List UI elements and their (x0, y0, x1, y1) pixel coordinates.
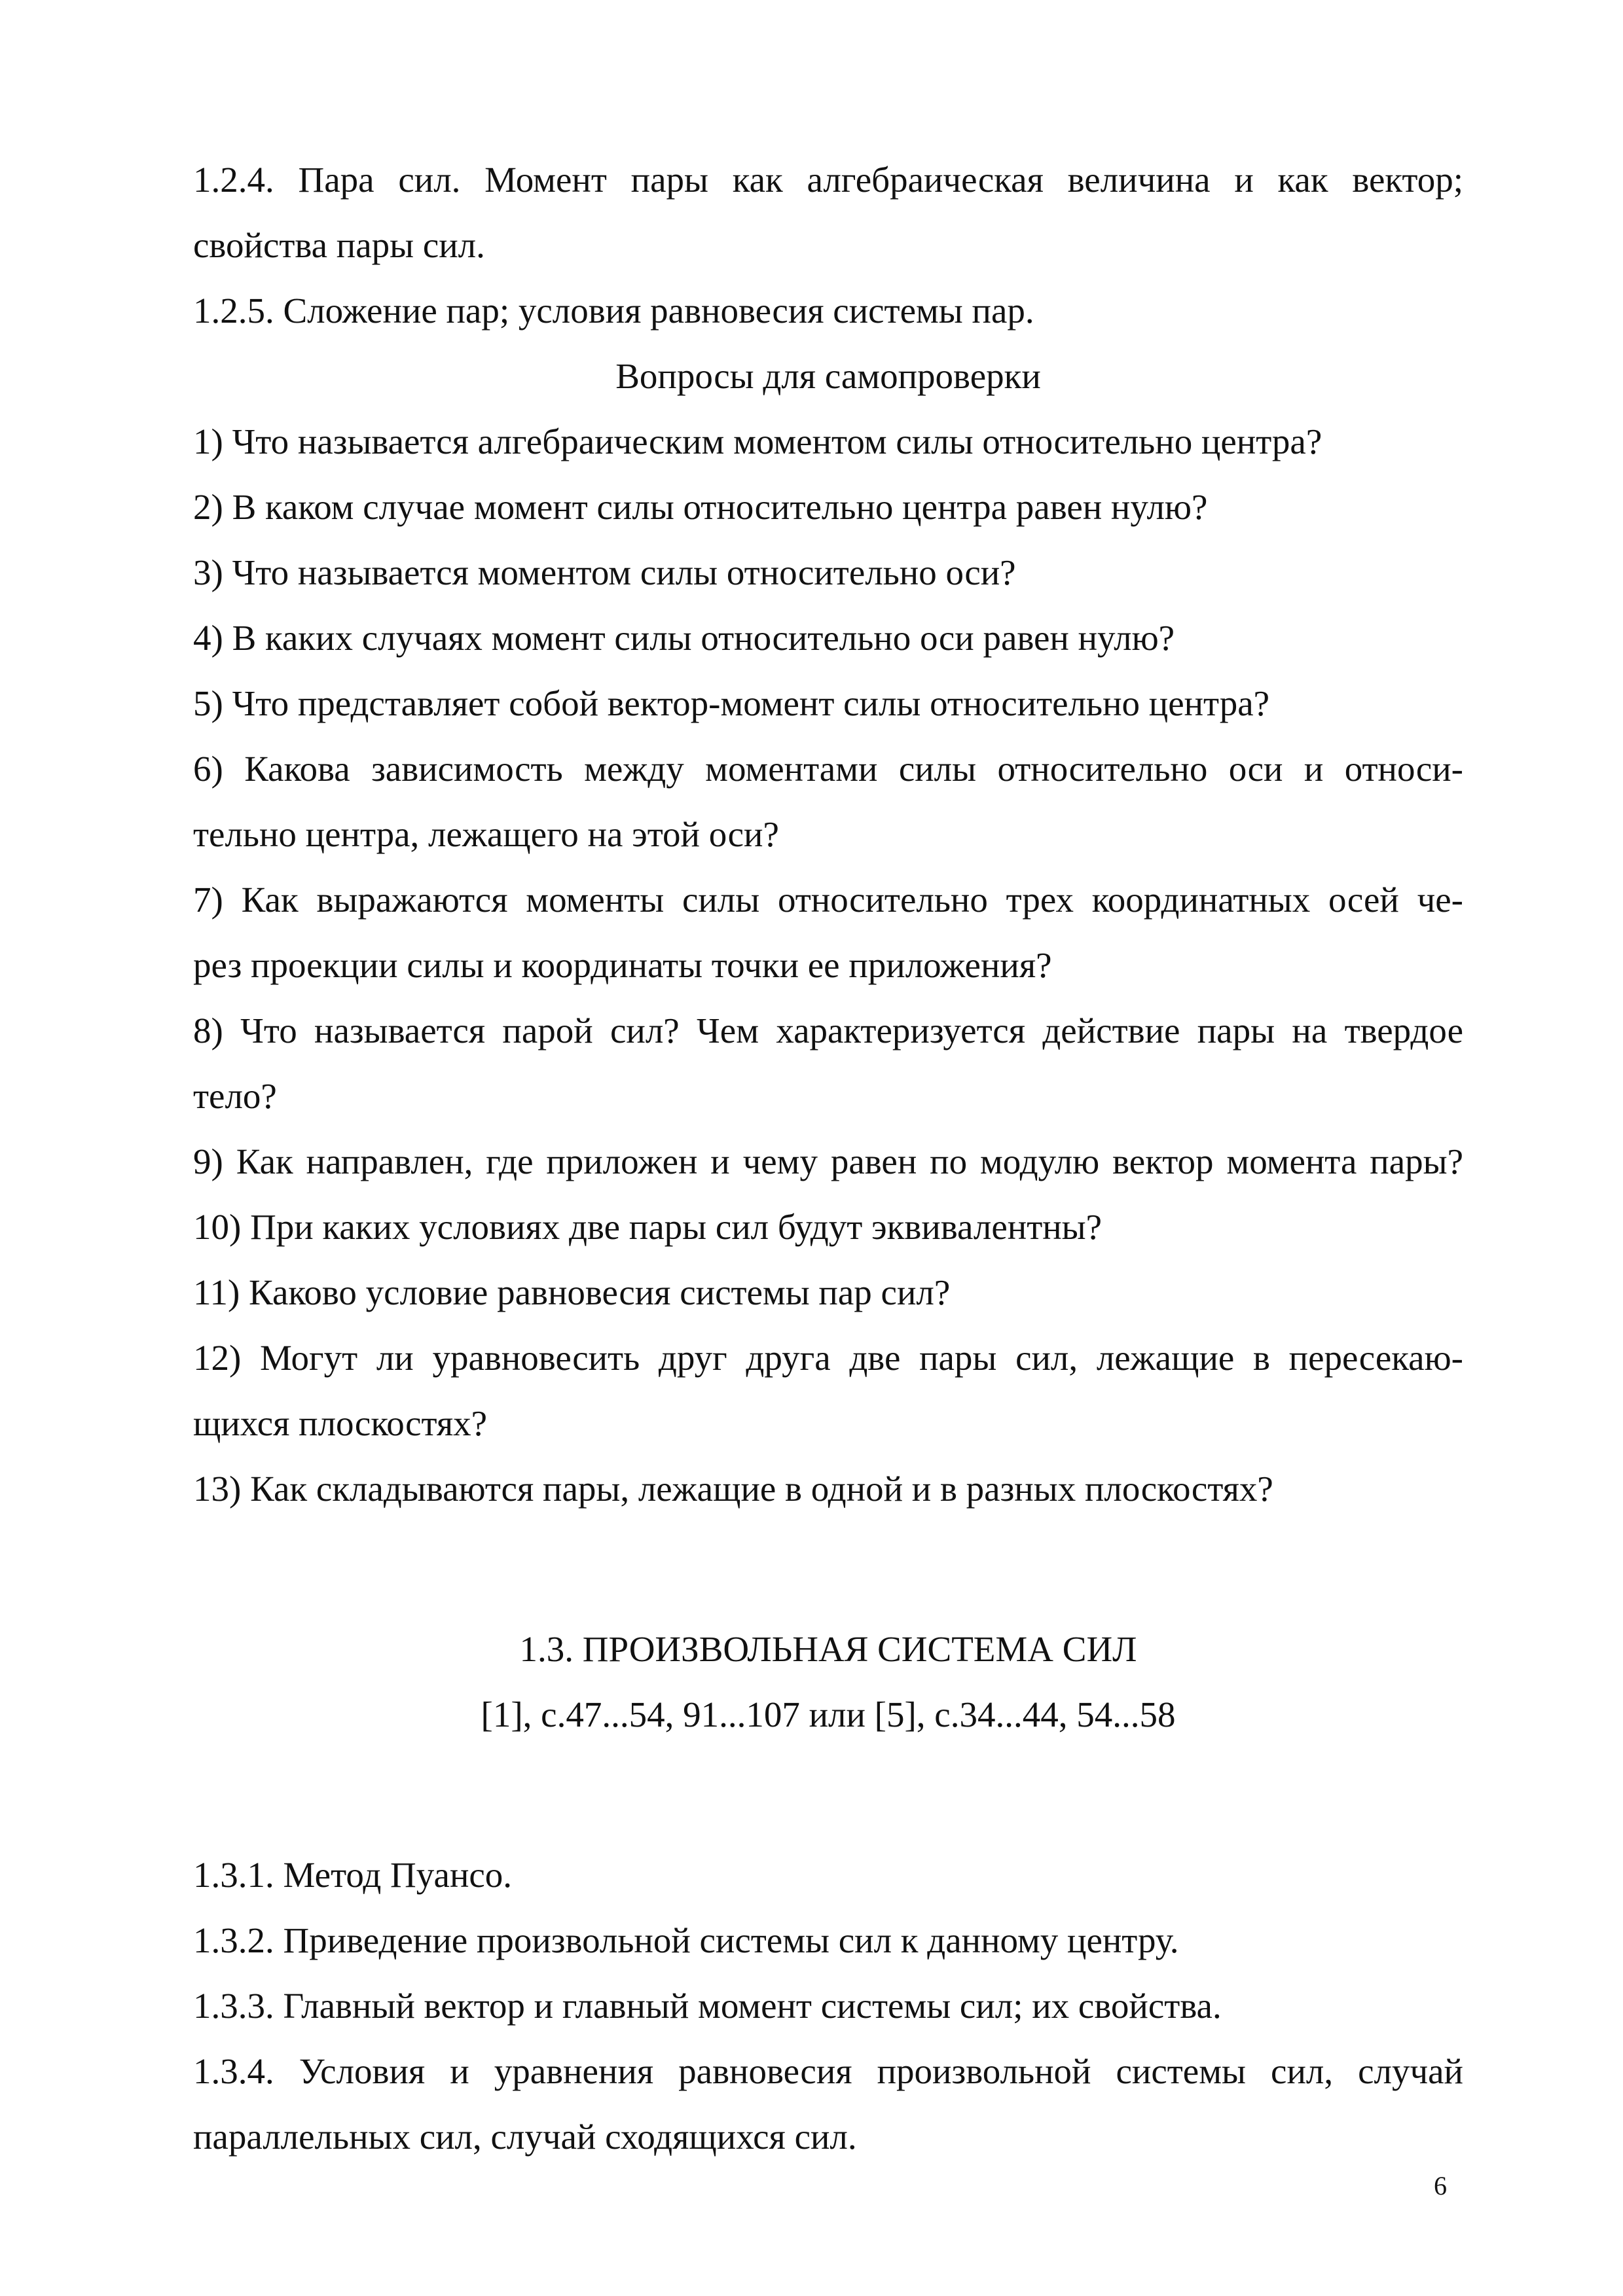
subsection-line: параллельных сил, случай сходящихся сил. (193, 2117, 857, 2157)
question-line: 6) Какова зависимость между моментами силы относительно оси и относи- (193, 749, 1463, 789)
subsection-line: 1.3.2. Приведение произвольной системы сил к данному центру. (193, 1920, 1179, 1960)
subsection-list (193, 1842, 1463, 2170)
page-number: 6 (1434, 2171, 1447, 2200)
paragraph-1-2-4-line-1: 1.2.4. Пара сил. Момент пары как алгебраическая величина и как вектор; (193, 160, 1463, 200)
question-line: 9) Как направлен, где приложен и чему равен по модулю вектор момента пары? (193, 1141, 1463, 1181)
question-line: 13) Как складываются пары, лежащие в одной и в разных плоскостях? (193, 1469, 1273, 1509)
paragraph-1-2-4-line-2: свойства пары сил. (193, 225, 485, 265)
question-line: 2) В каком случае момент силы относительно центра равен нулю? (193, 487, 1208, 527)
question-line: 5) Что представляет собой вектор-момент силы относительно центра? (193, 683, 1270, 723)
subsection-line: 1.3.3. Главный вектор и главный момент системы сил; их свойства. (193, 1986, 1222, 2026)
question-line: щихся плоскостях? (193, 1403, 488, 1443)
page-content (193, 147, 1463, 2170)
section-title: 1.3. ПРОИЗВОЛЬНАЯ СИСТЕМА СИЛ (519, 1629, 1137, 1669)
question-line: 7) Как выражаются моменты силы относительно трех координатных осей че- (193, 880, 1463, 920)
question-line: 4) В каких случаях момент силы относительно оси равен нулю? (193, 618, 1175, 658)
questions-list (193, 409, 1463, 1522)
question-line: рез проекции силы и координаты точки ее приложения? (193, 945, 1052, 985)
question-line: 10) При каких условиях две пары сил будут эквивалентны? (193, 1207, 1103, 1247)
subsection-line: 1.3.4. Условия и уравнения равновесия произвольной системы сил, случай (193, 2051, 1463, 2091)
spacer (193, 1522, 1463, 1617)
question-line: тельно центра, лежащего на этой оси? (193, 814, 779, 854)
paragraph-1-2-5: 1.2.5. Сложение пар; условия равновесия системы пар. (193, 291, 1034, 331)
question-line: 1) Что называется алгебраическим моментом силы относительно центра? (193, 422, 1322, 461)
question-line: 11) Каково условие равновесия системы пар сил? (193, 1272, 951, 1312)
question-line: тело? (193, 1076, 277, 1116)
section-references: [1], с.47...54, 91...107 или [5], с.34...44, 54...58 (481, 1695, 1176, 1734)
question-line: 12) Могут ли уравновесить друг друга две пары сил, лежащие в пересекаю- (193, 1338, 1463, 1378)
subsection-line: 1.3.1. Метод Пуансо. (193, 1855, 513, 1895)
question-line: 8) Что называется парой сил? Чем характеризуется действие пары на твердое (193, 1011, 1463, 1050)
questions-heading: Вопросы для самопроверки (615, 356, 1041, 396)
question-line: 3) Что называется моментом силы относительно оси? (193, 552, 1016, 592)
spacer (193, 1748, 1463, 1842)
